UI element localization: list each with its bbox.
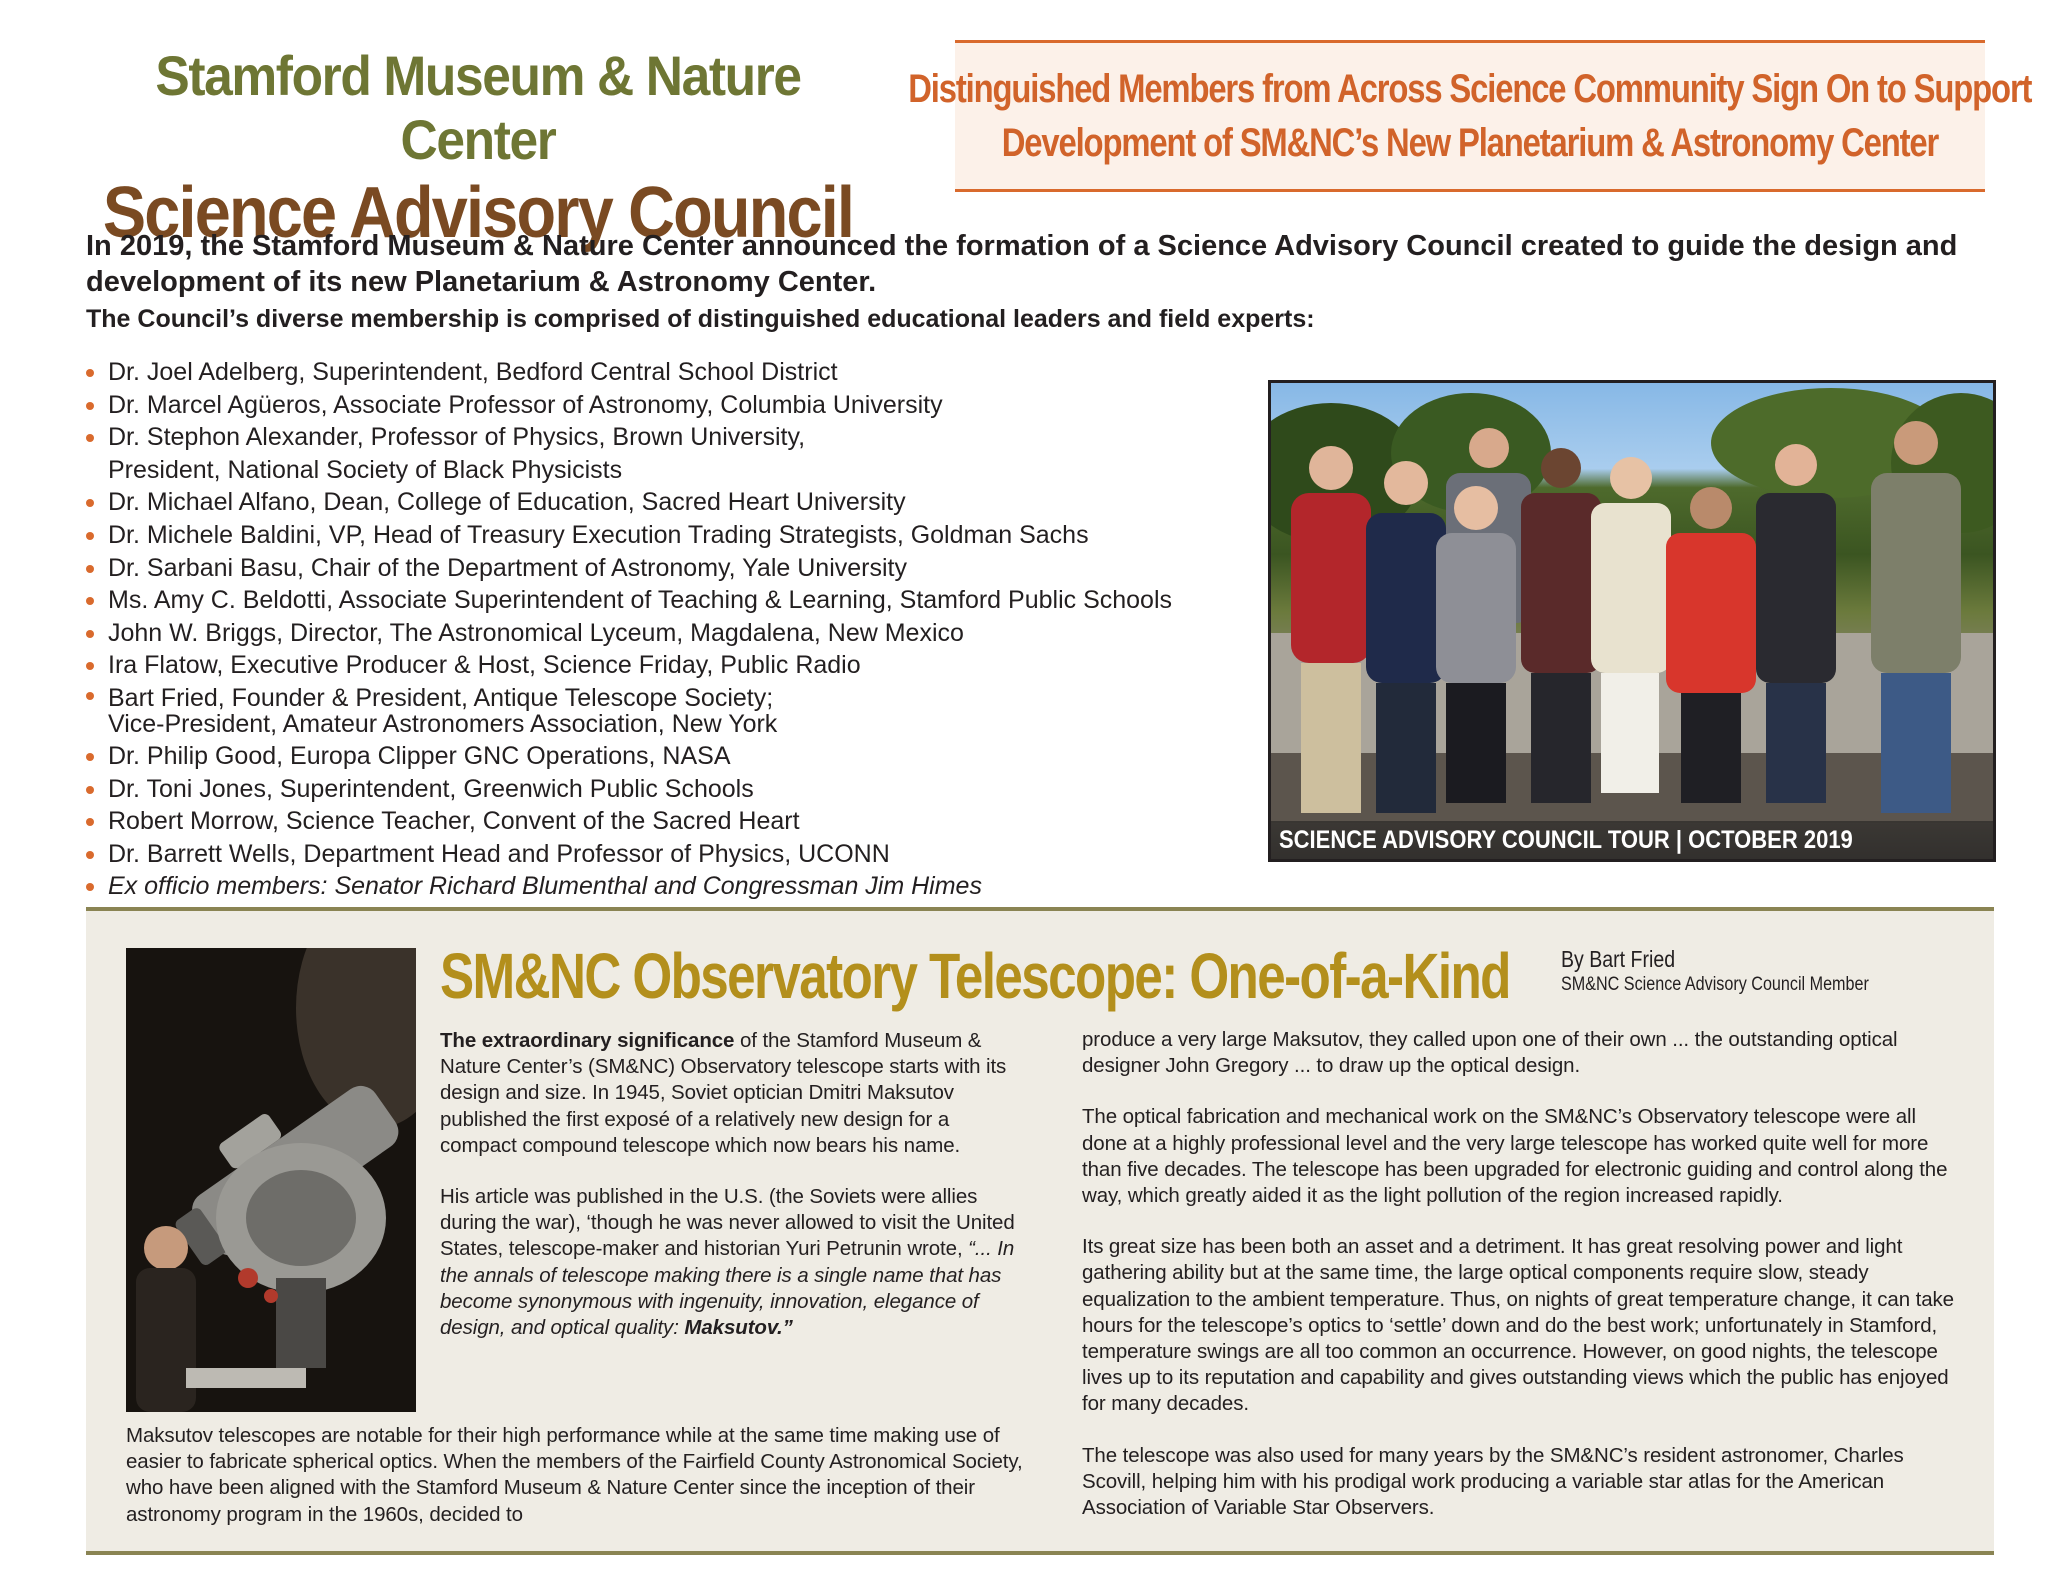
paragraph: Its great size has been both an asset and a detriment. It has great resolving power and light gathering ability but at the same time, the large optical components require slow, steady equalization to the ambient temperature. Thus, on nights of great temperature change, it can take hours for the telescope’s optics to ‘settle’ down and do the best work; unfortunately in Stamford, temperature swings are all too common an occurrence. However, on good nights, the telescope lives up to its reputation and capability and gives outstanding views which the public has enjoyed for many decades.	[1082, 1235, 1954, 1416]
masthead	[48, 44, 908, 254]
headline-box	[908, 40, 2032, 192]
list-item: Dr. Stephon Alexander, Professor of Physics, Brown University, President, National Society of Black Physicists	[86, 421, 1266, 486]
group-photo	[1268, 380, 1996, 862]
paragraph: The extraordinary significance of the Stamford Museum & Nature Center’s (SM&NC) Observatory telescope starts with its design and size. In 1945, Soviet optician Dmitri Maksutov published the first exposé of a relatively new design for a compact compound telescope which now bears his name.	[440, 1029, 1007, 1157]
paragraph: Maksutov telescopes are notable for their high performance while at the same time making use of easier to fabricate spherical optics. When the members of the Fairfield County Astronomical Society, who have been aligned with the Stamford Museum & Nature Center since the inception of their astronomy program in the 1960s, decided to	[126, 1424, 1023, 1526]
list-item: Dr. Marcel Agüeros, Associate Professor of Astronomy, Columbia University	[86, 389, 1266, 422]
intro-main: In 2019, the Stamford Museum & Nature Center announced the formation of a Science Advisory Council created to guide the design and development of its new Planetarium & Astronomy Center.	[86, 230, 1958, 298]
telescope-photo-illustration	[126, 948, 416, 1412]
article-column-2	[1082, 1027, 1962, 1546]
list-item: Ms. Amy C. Beldotti, Associate Superintendent of Teaching & Learning, Stamford Public Schools	[86, 584, 1266, 617]
photo-caption: SCIENCE ADVISORY COUNCIL TOUR | OCTOBER 2019	[1271, 821, 1993, 859]
paragraph: The optical fabrication and mechanical work on the SM&NC’s Observatory telescope were all done at a highly professional level and the very large telescope has worked quite well for more than five decades. The telescope has been upgraded for electronic guiding and control along the way, which greatly aided it as the light pollution of the region increased rapidly.	[1082, 1105, 1948, 1208]
lead-in: The extraordinary significance	[440, 1029, 735, 1052]
bullet-icon	[86, 499, 94, 507]
list-item: Dr. Toni Jones, Superintendent, Greenwich Public Schools	[86, 773, 1266, 806]
paragraph: The telescope was also used for many years by the SM&NC’s resident astronomer, Charles Scovill, helping him with his prodigal work producing a variable star atlas for the American Association of Variable Star Observers.	[1082, 1443, 1904, 1520]
bullet-icon	[86, 630, 94, 638]
divider	[86, 1551, 1994, 1555]
telescope-photo	[126, 948, 416, 1412]
list-item: Dr. Joel Adelberg, Superintendent, Bedford Central School District	[86, 356, 1266, 389]
bullet-icon	[86, 692, 94, 700]
list-item: Dr. Barrett Wells, Department Head and Professor of Physics, UCONN	[86, 838, 1266, 871]
byline	[1561, 945, 1923, 997]
group-photo-illustration	[1271, 383, 1996, 862]
bullet-icon	[86, 597, 94, 605]
list-item: Bart Fried, Founder & President, Antique Telescope Society; Vice-President, Amateur Astronomers Association, New York	[86, 682, 1266, 740]
bullet-icon	[86, 565, 94, 573]
members-list	[86, 356, 1266, 903]
bullet-icon	[86, 753, 94, 761]
list-item: Robert Morrow, Science Teacher, Convent of the Sacred Heart	[86, 805, 1266, 838]
council-name: Science Advisory Council	[102, 173, 854, 253]
list-item: Ira Flatow, Executive Producer & Host, Science Friday, Public Radio	[86, 649, 1266, 682]
article-column-1-continued	[126, 1423, 1026, 1528]
list-item: Dr. Philip Good, Europa Clipper GNC Operations, NASA	[86, 740, 1266, 773]
article-column-1	[440, 1028, 1020, 1366]
list-item: Dr. Sarbani Basu, Chair of the Department of Astronomy, Yale University	[86, 552, 1266, 585]
list-item: Dr. Michele Baldini, VP, Head of Treasury Execution Trading Strategists, Goldman Sachs	[86, 519, 1266, 552]
headline-line-1: Distinguished Members from Across Science Community Sign On to Support	[908, 67, 2032, 111]
bullet-icon	[86, 402, 94, 410]
intro	[86, 228, 1986, 336]
headline-line-2: Development of SM&NC’s New Planetarium & Astronomy Center	[1001, 121, 1939, 165]
bullet-icon	[86, 532, 94, 540]
quote-emphasis: Maksutov.”	[684, 1316, 793, 1340]
bullet-icon	[86, 434, 94, 442]
list-item: John W. Briggs, Director, The Astronomical Lyceum, Magdalena, New Mexico	[86, 617, 1266, 650]
bullet-icon	[86, 818, 94, 826]
article-title: SM&NC Observatory Telescope: One-of-a-Kind	[440, 940, 1510, 1012]
paragraph: His article was published in the U.S. (the Soviets were allies during the war), ‘though he was never allowed to visit the United States, telescope-maker and historian Yuri Petrunin wrote, “... In the annals of telescope making there is a single name that has become synonymous with ingenuity, innovation, elegance of design, and optical quality: Maksutov.”	[440, 1185, 1015, 1340]
intro-sub: The Council’s diverse membership is comprised of distinguished educational leaders and field experts:	[86, 305, 1315, 333]
list-item: Ex officio members: Senator Richard Blumenthal and Congressman Jim Himes	[86, 870, 1266, 903]
org-name: Stamford Museum & Nature Center	[155, 44, 801, 171]
bullet-icon	[86, 883, 94, 891]
byline-name: By Bart Fried	[1561, 946, 1676, 972]
bullet-icon	[86, 369, 94, 377]
bullet-icon	[86, 851, 94, 859]
paragraph: produce a very large Maksutov, they called upon one of their own ... the outstanding optical designer John Gregory ... to draw up the optical design.	[1082, 1028, 1898, 1078]
bullet-icon	[86, 786, 94, 794]
article-panel	[86, 911, 1994, 1551]
byline-role: SM&NC Science Advisory Council Member	[1561, 974, 1869, 995]
quote: “... In the annals of telescope making there is a single name that has become synonymous with ingenuity, innovation, elegance of design, and optical quality:	[440, 1237, 1015, 1340]
bullet-icon	[86, 662, 94, 670]
list-item: Dr. Michael Alfano, Dean, College of Education, Sacred Heart University	[86, 486, 1266, 519]
